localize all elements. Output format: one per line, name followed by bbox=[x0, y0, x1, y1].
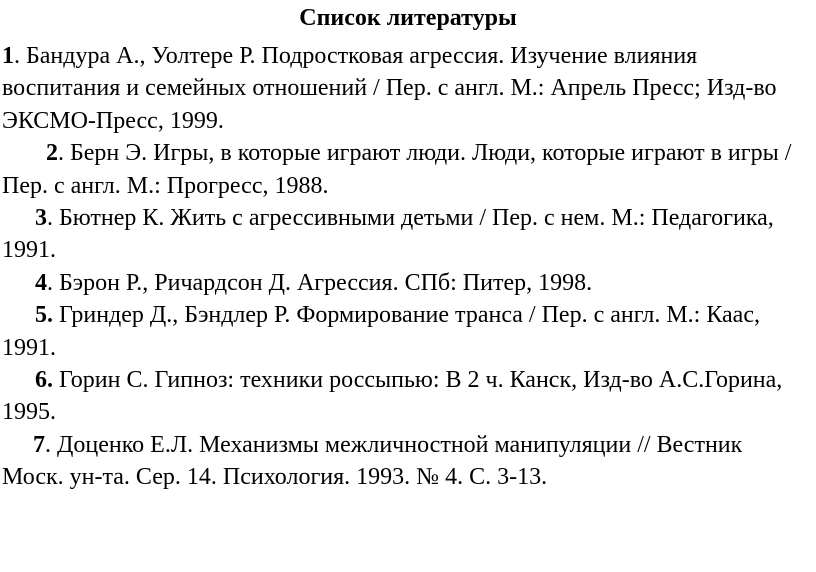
document-title: Список литературы bbox=[299, 5, 517, 31]
reference-number: 5. bbox=[35, 302, 53, 329]
reference-text: Берн Э. Игры, в которые играют люди. Люди, которые играют в игры / Пер. с англ. М.: Прогресс, 1988. bbox=[2, 140, 792, 199]
reference-list bbox=[2, 40, 808, 494]
reference-number: 7 bbox=[33, 431, 45, 458]
reference-number: 3 bbox=[35, 205, 47, 232]
reference-separator: . bbox=[58, 140, 70, 167]
reference-item-6 bbox=[2, 364, 808, 429]
reference-item-5 bbox=[2, 299, 808, 364]
reference-separator: . bbox=[45, 431, 57, 458]
reference-number: 2 bbox=[46, 140, 58, 167]
reference-item-7 bbox=[2, 429, 808, 494]
reference-text: Горин С. Гипноз: техники россыпью: В 2 ч. Канск, Изд-во А.С.Горина, 1995. bbox=[2, 367, 783, 426]
reference-text: Бютнер К. Жить с агрессивными детьми / Пер. с нем. М.: Педагогика, 1991. bbox=[2, 205, 774, 264]
reference-number: 4 bbox=[35, 269, 47, 296]
reference-item-2 bbox=[2, 137, 808, 202]
reference-number: 1 bbox=[2, 43, 14, 69]
reference-separator: . bbox=[47, 269, 59, 296]
reference-item-1 bbox=[2, 40, 808, 137]
reference-separator: . bbox=[47, 205, 59, 232]
reference-text: Гриндер Д., Бэндлер Р. Формирование транса / Пер. с англ. М.: Каас, 1991. bbox=[2, 302, 760, 361]
reference-text: Доценко Е.Л. Механизмы межличностной манипуляции // Вестник Моск. ун-та. Сер. 14. Психология. 1993. № 4. С. 3-13. bbox=[2, 431, 743, 491]
reference-text: Бэрон Р., Ричардсон Д. Агрессия. СПб: Питер, 1998. bbox=[59, 269, 593, 296]
reference-item-4 bbox=[2, 267, 808, 299]
reference-item-3 bbox=[2, 202, 808, 267]
reference-separator: . bbox=[14, 43, 26, 69]
reference-text: Бандура А., Уолтере Р. Подростковая агрессия. Изучение влияния воспитания и семейных отношений / Пер. с англ. М.: Апрель Пресс; Изд-во ЭКСМО-Пресс, 1999. bbox=[2, 43, 777, 134]
reference-number: 6. bbox=[35, 367, 53, 394]
